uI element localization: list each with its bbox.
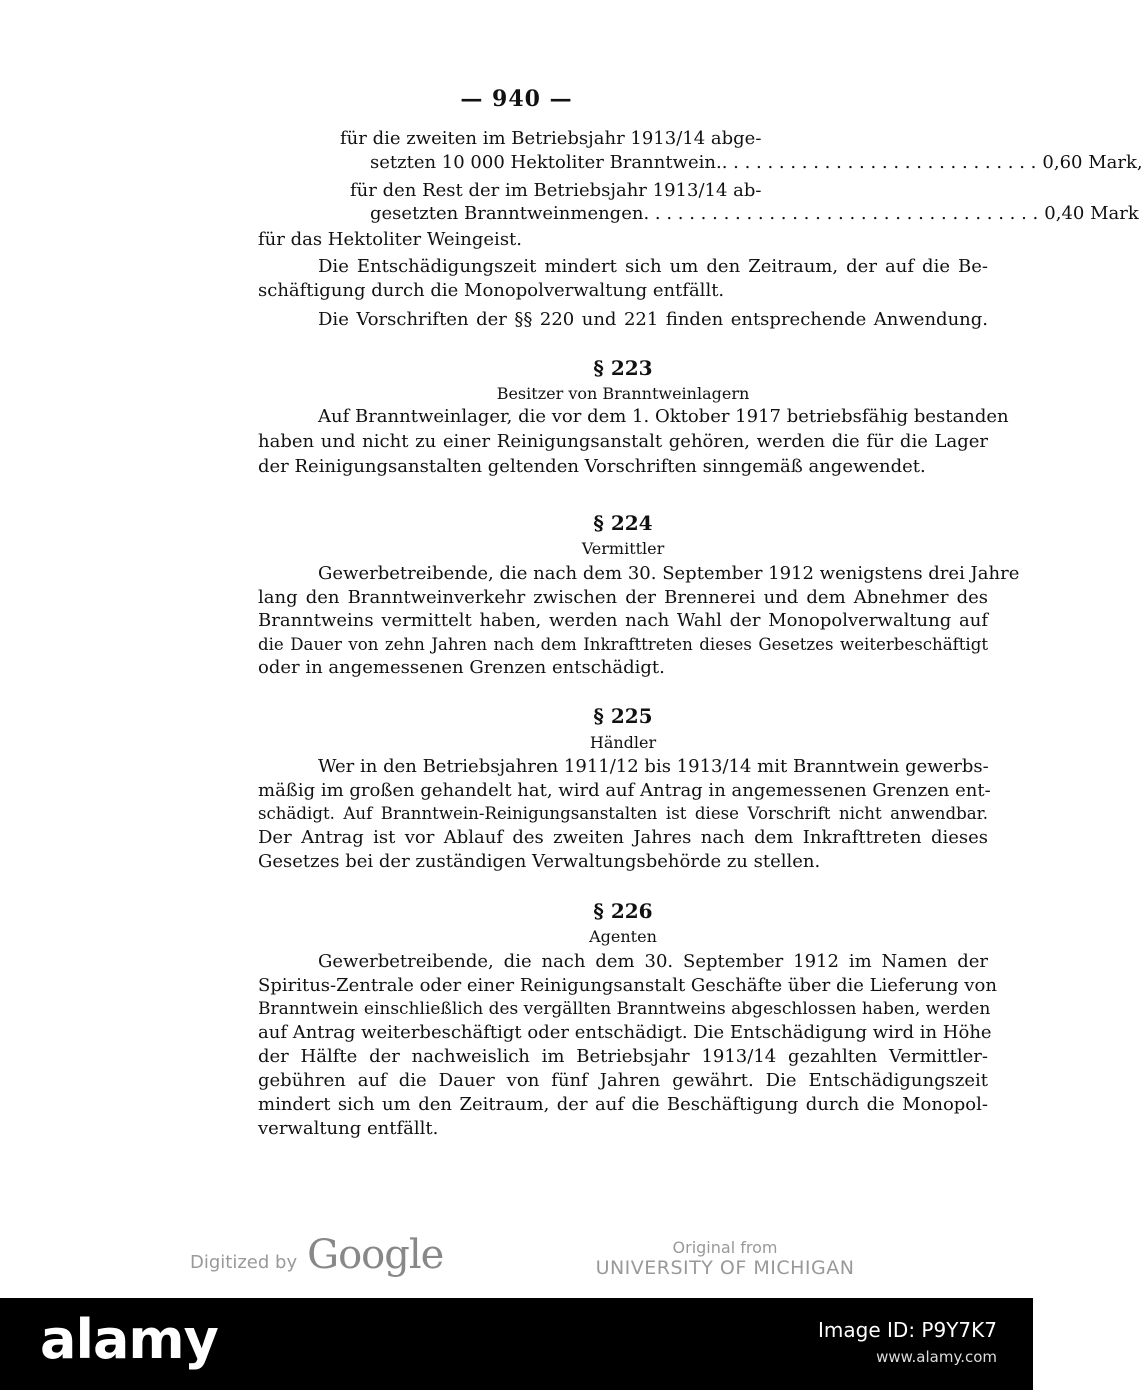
opening-line-5: für das Hektoliter Weingeist. <box>258 229 523 250</box>
leader-dots: . . . . . . . . . . . . . . . . . . . . . . . . . . . . <box>721 152 1037 173</box>
paragraph-2-line-1: Die Entschädigungszeit mindert sich um den Zeitraum, der auf die Be- <box>318 256 988 277</box>
opening-line-2-text: setzten 10 000 Hektoliter Branntwein. <box>370 152 722 173</box>
original-from-block <box>590 1238 860 1288</box>
opening-line-4-text: gesetzten Branntweinmengen <box>370 203 644 224</box>
section-226-line-8: verwaltung entfällt. <box>258 1118 439 1139</box>
opening-line-2 <box>370 152 1143 174</box>
google-logo: Google <box>307 1232 444 1278</box>
section-225-line-3: schädigt. Auf Branntwein-Reinigungsanstalten ist diese Vorschrift nicht anwendbar. <box>258 804 988 823</box>
section-225-title: Händler <box>589 733 657 752</box>
leader-dots: . . . . . . . . . . . . . . . . . . . . . . . . . . . . . . . . . . . <box>643 203 1039 224</box>
section-224-line-3: Branntweins vermittelt haben, werden nach Wahl der Monopolverwaltung auf <box>258 610 988 631</box>
alamy-image-id: Image ID: P9Y7K7 <box>818 1318 997 1342</box>
section-226-number: § 226 <box>593 899 653 923</box>
page-number: — 940 — <box>460 86 573 112</box>
section-225-line-1: Wer in den Betriebsjahren 1911/12 bis 1913/14 mit Branntwein gewerbs- <box>318 756 989 777</box>
section-226-line-1: Gewerbetreibende, die nach dem 30. September 1912 im Namen der <box>318 951 988 972</box>
rate-value-1: 0,60 Mark, <box>1042 152 1143 173</box>
section-226-line-6: gebühren auf die Dauer von fünf Jahren gewährt. Die Entschädigungszeit <box>258 1070 988 1091</box>
section-226-title: Agenten <box>589 927 657 946</box>
section-224-number: § 224 <box>593 511 653 535</box>
section-226-line-4: auf Antrag weiterbeschäftigt oder entschädigt. Die Entschädigung wird in Höhe <box>258 1022 992 1043</box>
paragraph-2-line-2: schäftigung durch die Monopolverwaltung entfällt. <box>258 280 725 301</box>
section-225-line-4: Der Antrag ist vor Ablauf des zweiten Jahres nach dem Inkrafttreten dieses <box>258 827 988 848</box>
section-223-line-2: haben und nicht zu einer Reinigungsanstalt gehören, werden die für die Lager <box>258 431 988 452</box>
alamy-image-info <box>757 1318 997 1366</box>
rate-value-2: 0,40 Mark <box>1044 203 1139 224</box>
section-224-line-4: die Dauer von zehn Jahren nach dem Inkrafttreten dieses Gesetzes weiterbeschäftigt <box>258 635 988 654</box>
section-225-line-5: Gesetzes bei der zuständigen Verwaltungsbehörde zu stellen. <box>258 851 821 872</box>
section-224-line-5: oder in angemessenen Grenzen entschädigt. <box>258 657 665 678</box>
opening-line-3: für den Rest der im Betriebsjahr 1913/14 ab- <box>350 180 762 201</box>
digitized-by-label: Digitized by <box>190 1252 298 1273</box>
section-225-line-2: mäßig im großen gehandelt hat, wird auf Antrag in angemessenen Grenzen ent- <box>258 780 991 801</box>
opening-line-4 <box>370 203 1139 225</box>
section-224-line-1: Gewerbetreibende, die nach dem 30. September 1912 wenigstens drei Jahre <box>318 563 1020 584</box>
section-226-line-5: der Hälfte der nachweislich im Betriebsjahr 1913/14 gezahlten Vermittler- <box>258 1046 988 1067</box>
digitized-by-google <box>190 1232 443 1282</box>
section-224-title: Vermittler <box>581 539 665 558</box>
opening-line-1: für die zweiten im Betriebsjahr 1913/14 abge- <box>340 128 762 149</box>
paragraph-3-line-1: Die Vorschriften der §§ 220 und 221 finden entsprechende Anwendung. <box>318 309 988 330</box>
alamy-url: www.alamy.com <box>876 1348 997 1366</box>
alamy-logo: alamy <box>40 1308 218 1371</box>
section-223-number: § 223 <box>593 356 653 380</box>
university-label: UNIVERSITY OF MICHIGAN <box>595 1257 855 1279</box>
section-226-line-3: Branntwein einschließlich des vergällten Branntweins abgeschlossen haben, werden <box>258 999 991 1019</box>
section-225-number: § 225 <box>593 704 653 728</box>
section-226-line-2: Spiritus-Zentrale oder einer Reinigungsanstalt Geschäfte über die Lieferung von <box>258 975 997 996</box>
section-223-line-1: Auf Branntweinlager, die vor dem 1. Oktober 1917 betriebsfähig bestanden <box>318 406 1009 427</box>
section-224-line-2: lang den Branntweinverkehr zwischen der Brennerei und dem Abnehmer des <box>258 587 988 608</box>
section-223-line-3: der Reinigungsanstalten geltenden Vorschriften sinngemäß angewendet. <box>258 456 926 477</box>
section-223-title: Besitzer von Branntweinlagern <box>496 384 750 403</box>
section-226-line-7: mindert sich um den Zeitraum, der auf die Beschäftigung durch die Monopol- <box>258 1094 988 1115</box>
original-from-label: Original from <box>672 1238 778 1257</box>
